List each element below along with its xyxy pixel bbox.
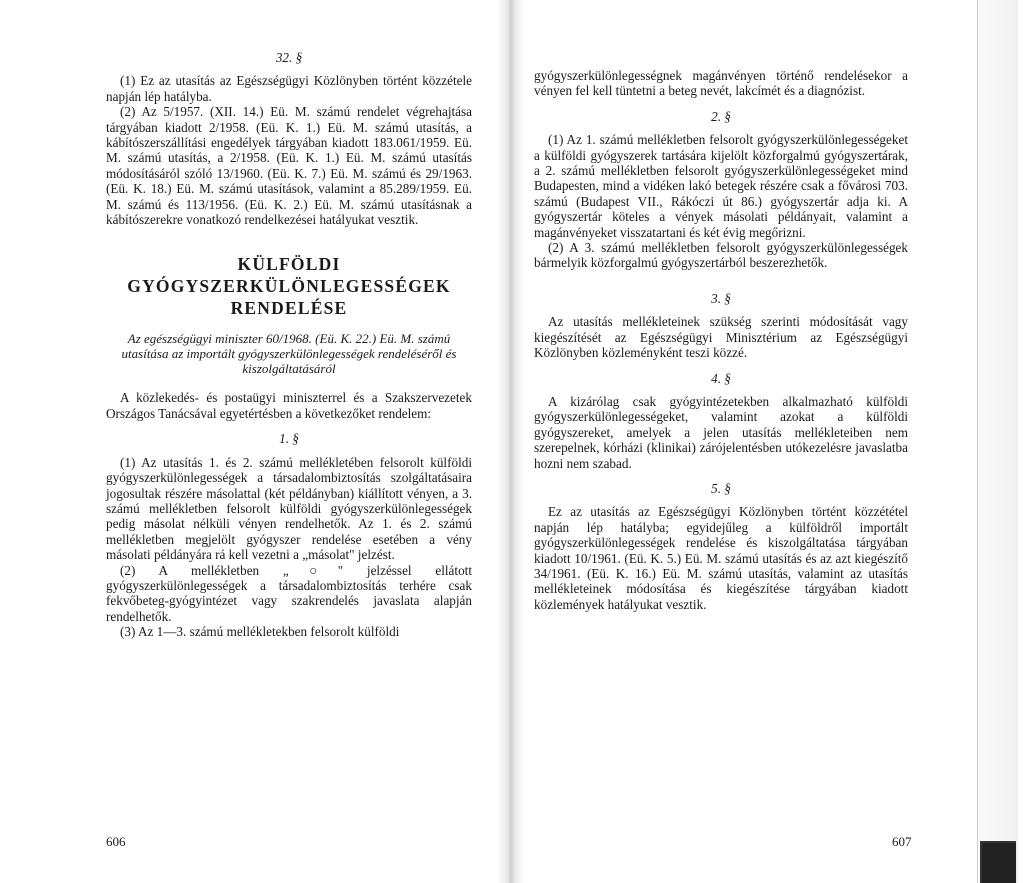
paragraph-1-1: (1) Az utasítás 1. és 2. számú mellékletében felsorolt külföldi gyógyszerkülönlegességek a társadalombiztosítás szolgáltatásaira jogosultak részére másolattal (két példányban) kiállított vényen, a 3. számú mellékletben felsorolt külföldi gyógyszerkülönlegességek pedig másolat nélküli vényen rendelhetők. Az 1. és 2. számú mellékletben megjelölt gyógyszer rendelése esetében a vény másolati példányára rá kell vezetni a „másolat" jelzést. bbox=[106, 454, 472, 563]
page-edge bbox=[977, 0, 1018, 883]
section-2-heading: 2. § bbox=[711, 108, 731, 124]
book-spine-shadow bbox=[498, 0, 524, 883]
intro-paragraph: A közlekedés- és postaügyi miniszterrel és a Szakszervezetek Országos Tanácsával egyetértésben a következőket rendelem: bbox=[106, 390, 472, 421]
title-line-2: GYÓGYSZERKÜLÖNLEGESSÉGEK bbox=[127, 276, 451, 297]
paragraph-32-1: (1) Ez az utasítás az Egészségügyi Közlönyben történt közzétele napján lép hatályba. bbox=[106, 73, 472, 104]
paragraph-32-2: (2) Az 5/1957. (XII. 14.) Eü. M. számú rendelet végrehajtása tárgyában kiadott 2/1958. (Eü. K. 1.) Eü. M. számú utasítás, a kábítószerszállítási engedélyek tárgyában kiadott 183.061/1959. Eü. M. számú utasítás, a 2/1958. (Eü. K. 1.) Eü. M. számú utasítás módosításáról szóló 13/1960. (Eü. K. 7.) Eü. M. számú és 29/1963. (Eü. K. 18.) Eü. M. számú utasítások, valamint a 85.289/1959. Eü. M. számú és 113/1956. (Eü. K. 2.) Eü. M. számú utasításnak a kábítószerekre vonatkozó rendelkezései hatályukat vesztik. bbox=[106, 104, 472, 228]
section-3-heading: 3. § bbox=[711, 290, 731, 306]
section-32-heading: 32. § bbox=[275, 50, 303, 65]
section-4-heading: 4. § bbox=[711, 370, 731, 386]
page-number-left: 606 bbox=[106, 834, 126, 849]
paragraph-1-2: (2) A mellékletben „○" jelzéssel ellátott gyógyszerkülönlegességek a társadalombiztosítás terhére csak fekvőbeteg-gyógyintézet vagy szakrendelés javaslata alapján rendelhetők. bbox=[106, 562, 472, 624]
paragraph-4: A kizárólag csak gyógyintézetekben alkalmazható külföldi gyógyszerkülönlegességeket, valamint azokat a külföldi gyógyszereket, amelyek a jelen utasítás mellékleteiben nem szerepelnek, kórházi (klinikai) zárójelentésben utókezelésre javaslatba hozni nem szabad. bbox=[534, 393, 908, 471]
right-page-column bbox=[534, 68, 908, 612]
paragraph-3: Az utasítás mellékleteinek szükség szerinti módosítását vagy kiegészítését az Egészségügyi Minisztérium az Egészségügyi Közlönyben közleményként teszi közzé. bbox=[534, 314, 908, 361]
section-1-heading: 1. § bbox=[279, 431, 299, 447]
document-subtitle: Az egészségügyi miniszter 60/1968. (Eü. K. 22.) Eü. M. számú utasítása az importált gyógyszerkülönlegességek rendeléséről és kiszolgáltatásáról bbox=[121, 331, 457, 377]
document-title bbox=[106, 253, 472, 319]
paragraph-2-2: (2) A 3. számú mellékletben felsorolt gyógyszerkülönlegességek bármelyik közforgalmú gyógyszertárból beszerezhetők. bbox=[534, 240, 908, 271]
title-line-3: RENDELÉSE bbox=[230, 298, 348, 319]
left-page-column bbox=[106, 40, 472, 640]
paragraph-2-1: (1) Az 1. számú mellékletben felsorolt gyógyszerkülönlegességeket a külföldi gyógyszerek tartására kijelölt közforgalmú gyógyszertárak, a 2. számú mellékletben felsorolt gyógyszerkülönlegességeket mind Budapesten, mind a vidéken lakó betegek részére csak a fővárosi 703. számú (Budapest VII., Rákóczi út 86.) gyógyszertár adja ki. A gyógyszertár köteles a vények másolati példányait, valamint a magánvényeket visszatartani és két évig megőrizni. bbox=[534, 132, 908, 240]
paragraph-1-3: (3) Az 1—3. számú mellékletekben felsorolt külföldi bbox=[120, 624, 400, 640]
paragraph-5: Ez az utasítás az Egészségügyi Közlönyben történt közzététel napján lép hatályba; egyidejűleg a külföldről importált gyógyszerkülönlegességek rendelése és kiszolgáltatása tárgyában kiadott 10/1961. (Eü. K. 5.) Eü. M. számú utasítás és az azt kiegészítő 34/1961. (Eü. K. 16.) Eü. M. számú utasítás, valamint az utasítás mellékleteinek módosítása és kiegészítése tárgyában kiadott közlemények hatályukat vesztik. bbox=[534, 504, 908, 612]
title-line-1: KÜLFÖLDI bbox=[237, 254, 341, 275]
page-corner-dark bbox=[980, 841, 1016, 883]
page-number-right: 607 bbox=[892, 834, 912, 849]
continuation-paragraph: gyógyszerkülönlegességnek magánvényen történő rendelésekor a vényen fel kell tüntetni a beteg nevét, lakcímét és a diagnózist. bbox=[534, 68, 908, 99]
section-5-heading: 5. § bbox=[711, 480, 731, 496]
